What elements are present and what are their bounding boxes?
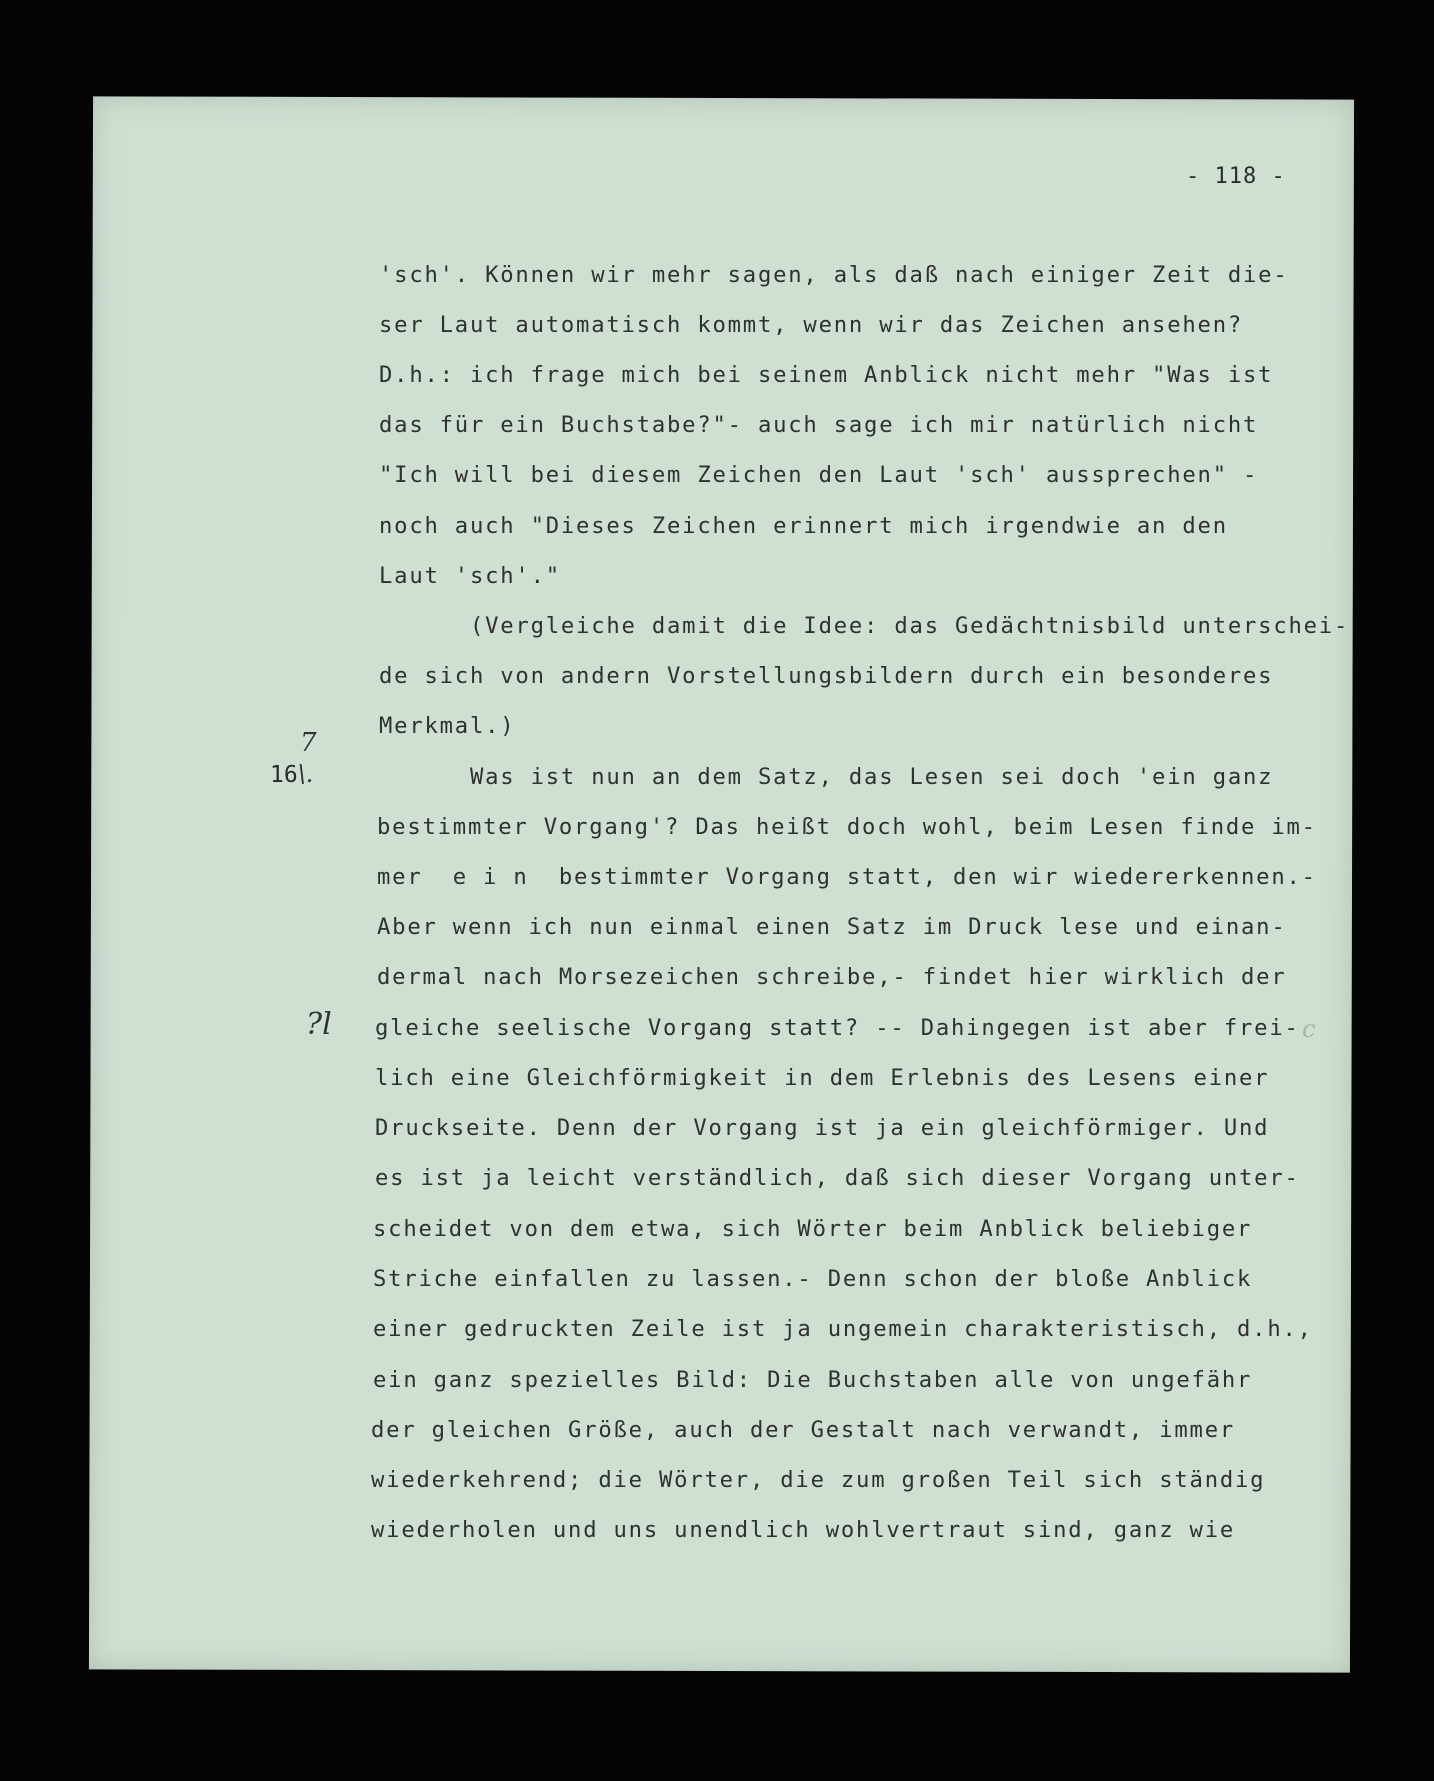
text-line: dermal nach Morsezeichen schreibe,- findet hier wirklich der [377,964,1287,990]
text-line: lich eine Gleichförmigkeit in dem Erlebnis des Lesens einer [375,1065,1270,1091]
text-line: scheidet von dem etwa, sich Wörter beim Anblick beliebiger [373,1216,1253,1242]
text-line: wiederholen und uns unendlich wohlvertraut sind, ganz wie [371,1517,1236,1543]
section-number-typed: 16 [270,762,298,788]
text-line: "Ich will bei diesem Zeichen den Laut 'sch' aussprechen" - [379,462,1259,488]
text-line: de sich von andern Vorstellungsbildern durch ein besonderes [379,663,1274,689]
text-line: ein ganz spezielles Bild: Die Buchstaben alle von ungefähr [373,1367,1253,1393]
text-line: Striche einfallen zu lassen.- Denn schon der bloße Anblick [373,1266,1253,1292]
text-line: Merkmal.) [379,713,516,739]
text-line: (Vergleiche damit die Idee: das Gedächtnisbild unterschei- [379,613,1350,639]
text-line: Aber wenn ich nun einmal einen Satz im Druck lese und einan- [377,914,1287,940]
text-line: D.h.: ich frage mich bei seinem Anblick nicht mehr "Was ist [379,362,1274,388]
text-line: 'sch'. Können wir mehr sagen, als daß nach einiger Zeit die- [379,262,1289,288]
text-line: ser Laut automatisch kommt, wenn wir das Zeichen ansehen? [379,312,1244,338]
section-number-overstrike: \. [297,760,314,788]
text-line: einer gedruckten Zeile ist ja ungemein charakteristisch, d.h., [373,1316,1313,1342]
text-line: der gleichen Größe, auch der Gestalt nach verwandt, immer [371,1417,1236,1443]
text-line: noch auch "Dieses Zeichen erinnert mich irgendwie an den [379,513,1228,539]
text-line: gleiche seelische Vorgang statt? -- Dahingegen ist aber frei- [375,1015,1300,1041]
faint-margin-mark: c [1302,1015,1316,1043]
text-line: das für ein Buchstabe?"- auch sage ich mir natürlich nicht [379,412,1259,438]
text-line: mer e i n bestimmter Vorgang statt, den wir wiedererkennen.- [377,864,1317,890]
text-line: bestimmter Vorgang'? Das heißt doch wohl, beim Lesen finde im- [377,814,1317,840]
handwritten-query-mark: ?l [306,1007,332,1042]
section-number [270,762,313,787]
text-line: Was ist nun an dem Satz, das Lesen sei doch 'ein ganz [379,764,1274,790]
text-line: wiederkehrend; die Wörter, die zum großen Teil sich ständig [371,1467,1266,1493]
text-line: Druckseite. Denn der Vorgang ist ja ein gleichförmiger. Und [375,1115,1270,1141]
text-line: Laut 'sch'." [379,563,561,589]
page-number: - 118 - [1186,164,1286,189]
text-line: es ist ja leicht verständlich, daß sich dieser Vorgang unter- [375,1165,1300,1191]
handwritten-correction-digit: 7 [300,728,317,758]
